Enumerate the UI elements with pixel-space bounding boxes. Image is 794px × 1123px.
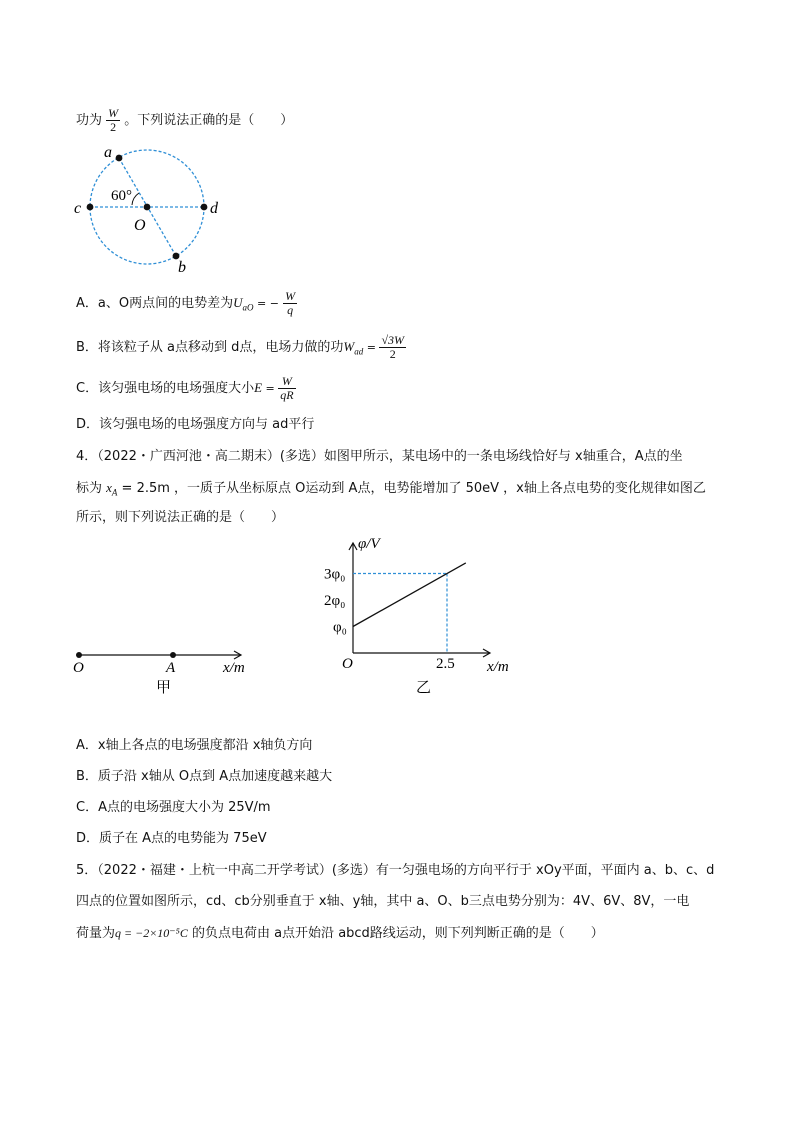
q3-intro-suffix: 。下列说法正确的是（ ） (124, 113, 294, 128)
angle-arc (132, 193, 139, 205)
jia-point-o (76, 652, 82, 658)
point-a (116, 155, 123, 162)
q4-option-a: A．x轴上各点的电场强度都沿 x轴负方向 (76, 738, 313, 753)
q4-stem-line3: 所示，则下列说法正确的是（ ） (76, 510, 285, 525)
q3-option-a: A．a、O两点间的电势差为$U_{aO}$ = − $\frac{W}{q}$ (76, 289, 296, 317)
q3-option-d: D．该匀强电场的电场强度方向与 ad平行 (76, 417, 315, 432)
yi-potential-line (353, 563, 466, 627)
point-d (201, 204, 208, 211)
q5-stem-line2: 四点的位置如图所示，cd、cb分别垂直于 x轴、y轴，其中 a、O、b三点电势分别为：4V、6V、8V，一电 (76, 894, 690, 909)
q4-figure-yi (300, 535, 530, 700)
yi-caption: 乙 (416, 680, 432, 696)
yi-ytick-2: 2φ₀ (324, 593, 346, 609)
yi-origin-label: O (342, 656, 353, 672)
q3-circle-figure (70, 140, 230, 275)
q4-stem-line1: 4．（2022・广西河池・高二期末）(多选）如图甲所示，某电场中的一条电场线恰好与 x轴重合，A点的坐 (76, 449, 683, 464)
label-b: b (178, 259, 186, 275)
q4-option-d: D．质子在 A点的电势能为 75eV (76, 831, 267, 846)
jia-point-a (170, 652, 176, 658)
label-o: O (134, 217, 146, 234)
jia-label-a: A (166, 660, 176, 676)
point-o (144, 204, 151, 211)
label-a: a (104, 144, 112, 161)
label-angle: 60° (111, 188, 132, 204)
q3-option-c: C．该匀强电场的电场强度大小E = $\frac{W}{qR}$ (76, 374, 294, 402)
yi-x-axis-label: x/m (487, 659, 509, 675)
jia-label-o: O (73, 660, 84, 676)
q4-figure-jia (60, 640, 270, 705)
yi-ytick-1: φ₀ (333, 619, 347, 636)
q5-stem-line1: 5．（2022・福建・上杭一中高二开学考试）(多选）有一匀强电场的方向平行于 xOy平面，平面内 a、b、c、d (76, 863, 715, 878)
q3-option-b: B．将该粒子从 a点移动到 d点，电场力做的功$W_{ad}$ = $\frac{√3W}{2}$ (76, 333, 405, 361)
q4-option-b: B．质子沿 x轴从 O点到 A点加速度越来越大 (76, 769, 333, 784)
yi-ytick-3: 3φ₀ (324, 566, 346, 583)
q3-intro-fraction: $\frac{W}{2}$ (108, 106, 119, 134)
label-c: c (74, 200, 82, 217)
point-c (87, 204, 94, 211)
yi-xtick-2-5: 2.5 (436, 656, 455, 672)
q4-option-c: C．A点的电场强度大小为 25V/m (76, 800, 271, 815)
q3-intro-prefix: 功为 (76, 113, 103, 128)
q5-stem-line3: 荷量为q = −2×10⁻⁵C 的负点电荷由 a点开始沿 abcd路线运动，则下列判断正确的是（ ） (76, 926, 604, 941)
q4-stem-line2: 标为 $x_A = 2.5m$ ，一质子从坐标原点 O运动到 A点，电势能增加了 50eV ，x轴上各点电势的变化规律如图乙 (76, 480, 706, 498)
yi-y-axis-label: φ/V (358, 536, 380, 552)
jia-axis-label: x/m (223, 660, 245, 676)
q3-intro (76, 107, 293, 134)
jia-caption: 甲 (156, 680, 172, 696)
label-d: d (210, 200, 218, 217)
